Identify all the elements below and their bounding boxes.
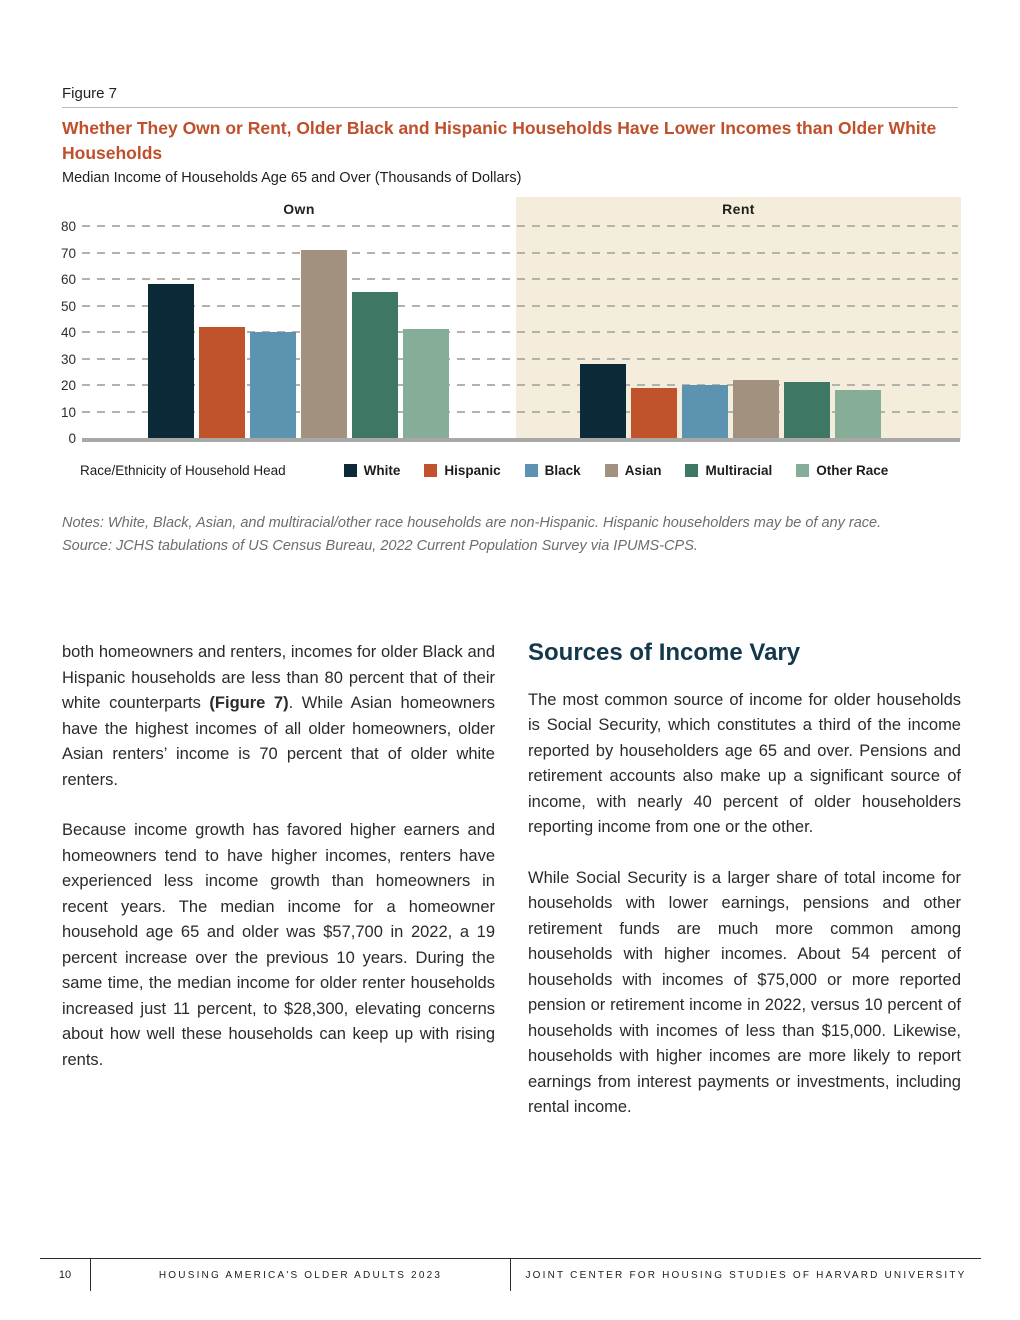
notes-line: Notes: White, Black, Asian, and multiracial/other race households are non-Hispanic. Hispanic householders may be of any race. <box>62 515 882 531</box>
legend-title: Race/Ethnicity of Household Head <box>80 463 286 478</box>
y-axis-tick-20: 20 <box>60 378 76 393</box>
figure-7-chart <box>60 197 961 446</box>
figure-title: Whether They Own or Rent, Older Black and Hispanic Households Have Lower Incomes than Older White Households <box>62 118 937 164</box>
bar-rent-black <box>682 385 728 438</box>
legend-item-asian <box>605 463 662 478</box>
source-line: Source: JCHS tabulations of US Census Bureau, 2022 Current Population Survey via IPUMS-CPS. <box>62 538 698 555</box>
paragraph: While Social Security is a larger share of total income for households with lower earnings, pensions and other retirement funds are much more common among households with higher incomes. About 54 percent of households with incomes of $75,000 or more reported pension or retirement income in 2022, versus 10 percent of households with incomes of less than $15,000. Likewise, households with higher incomes are more likely to report earnings from interest payments or investments, including rental income. <box>528 868 961 1116</box>
paragraph: The most common source of income for older households is Social Security, which constitutes a third of the income reported by householders age 65 and over. Pensions and retirement accounts also make up a significant source of income, with nearly 40 percent of older householders reporting income from one or the other. <box>528 690 961 836</box>
legend-label: Black <box>544 463 581 478</box>
bar-own-black <box>250 332 296 438</box>
bar-own-asian <box>301 250 347 438</box>
rent-panel-label: Rent <box>722 201 755 217</box>
figure-divider <box>62 107 958 108</box>
legend-swatch-icon <box>525 464 538 477</box>
footer-organization: JOINT CENTER FOR HOUSING STUDIES OF HARVARD UNIVERSITY <box>510 1259 981 1291</box>
section-heading: Sources of Income Vary <box>528 639 801 666</box>
y-axis-tick-50: 50 <box>60 298 76 314</box>
legend-label: Hispanic <box>444 463 501 478</box>
bar-rent-white <box>580 364 626 438</box>
figure-reference: (Figure 7) <box>209 694 289 712</box>
page-number: 10 <box>58 1269 72 1281</box>
x-axis-baseline <box>82 438 960 442</box>
legend-item-black <box>525 463 581 478</box>
legend-item-multiracial <box>685 463 772 478</box>
figure-notes <box>62 512 958 558</box>
bar-own-other-race <box>403 329 449 438</box>
y-axis-tick-10: 10 <box>60 404 76 420</box>
paragraph <box>62 640 495 793</box>
bar-rent-hispanic <box>631 388 677 438</box>
paragraph-text: both homeowners and renters, incomes for older Black and Hispanic households are less than 80 percent that of their white counterparts <box>62 643 495 712</box>
right-column <box>528 640 961 1146</box>
legend-swatch-icon <box>796 464 809 477</box>
legend-swatch-icon <box>424 464 437 477</box>
legend-label: Other Race <box>816 463 889 478</box>
bar-own-multiracial <box>352 292 398 438</box>
legend-swatch-icon <box>605 464 618 477</box>
y-axis-tick-60: 60 <box>60 272 76 287</box>
gridline-50 <box>82 305 958 307</box>
page-footer <box>40 1258 981 1291</box>
bar-own-hispanic <box>199 327 245 438</box>
bar-own-white <box>148 284 194 438</box>
legend-swatch-icon <box>685 464 698 477</box>
figure-label: Figure 7 <box>62 85 118 102</box>
body-columns <box>62 640 961 1146</box>
chart-plot-area <box>60 219 958 446</box>
legend-swatch-icon <box>344 464 357 477</box>
y-axis-tick-0: 0 <box>68 431 76 446</box>
legend-label: Multiracial <box>705 463 773 478</box>
left-column <box>62 640 495 1146</box>
gridline-70 <box>82 252 958 254</box>
y-axis-tick-30: 30 <box>60 351 76 367</box>
gridline-60 <box>82 278 958 280</box>
legend-label: White <box>363 463 401 478</box>
footer-report-title: HOUSING AMERICA'S OLDER ADULTS 2023 <box>90 1259 510 1291</box>
legend-item-hispanic <box>424 463 500 478</box>
figure-subtitle: Median Income of Households Age 65 and Over (Thousands of Dollars) <box>62 170 522 186</box>
bar-rent-other-race <box>835 390 881 438</box>
paragraph-text: . While Asian homeowners have the highest incomes of all older homeowners, older Asian renters’ income is 70 percent that of older white renters. <box>62 694 495 789</box>
chart-legend <box>80 463 960 478</box>
y-axis-tick-70: 70 <box>60 245 76 261</box>
paragraph: Because income growth has favored higher earners and homeowners tend to have higher incomes, renters have experienced less income growth than homeowners in recent years. The median income for a homeowner household age 65 and older was $57,700 in 2022, a 19 percent increase over the previous 10 years. During the same time, the median income for older renter households increased just 11 percent, to $28,300, elevating concerns about how well these households can keep up with rising rents. <box>62 821 495 1069</box>
bar-rent-asian <box>733 380 779 438</box>
bar-rent-multiracial <box>784 382 830 438</box>
legend-item-white <box>344 463 401 478</box>
legend-label: Asian <box>624 463 662 478</box>
legend-item-other-race <box>796 463 888 478</box>
y-axis-tick-40: 40 <box>60 325 76 340</box>
y-axis-tick-80: 80 <box>60 219 76 234</box>
gridline-80 <box>82 225 958 227</box>
own-panel-label: Own <box>283 201 315 217</box>
